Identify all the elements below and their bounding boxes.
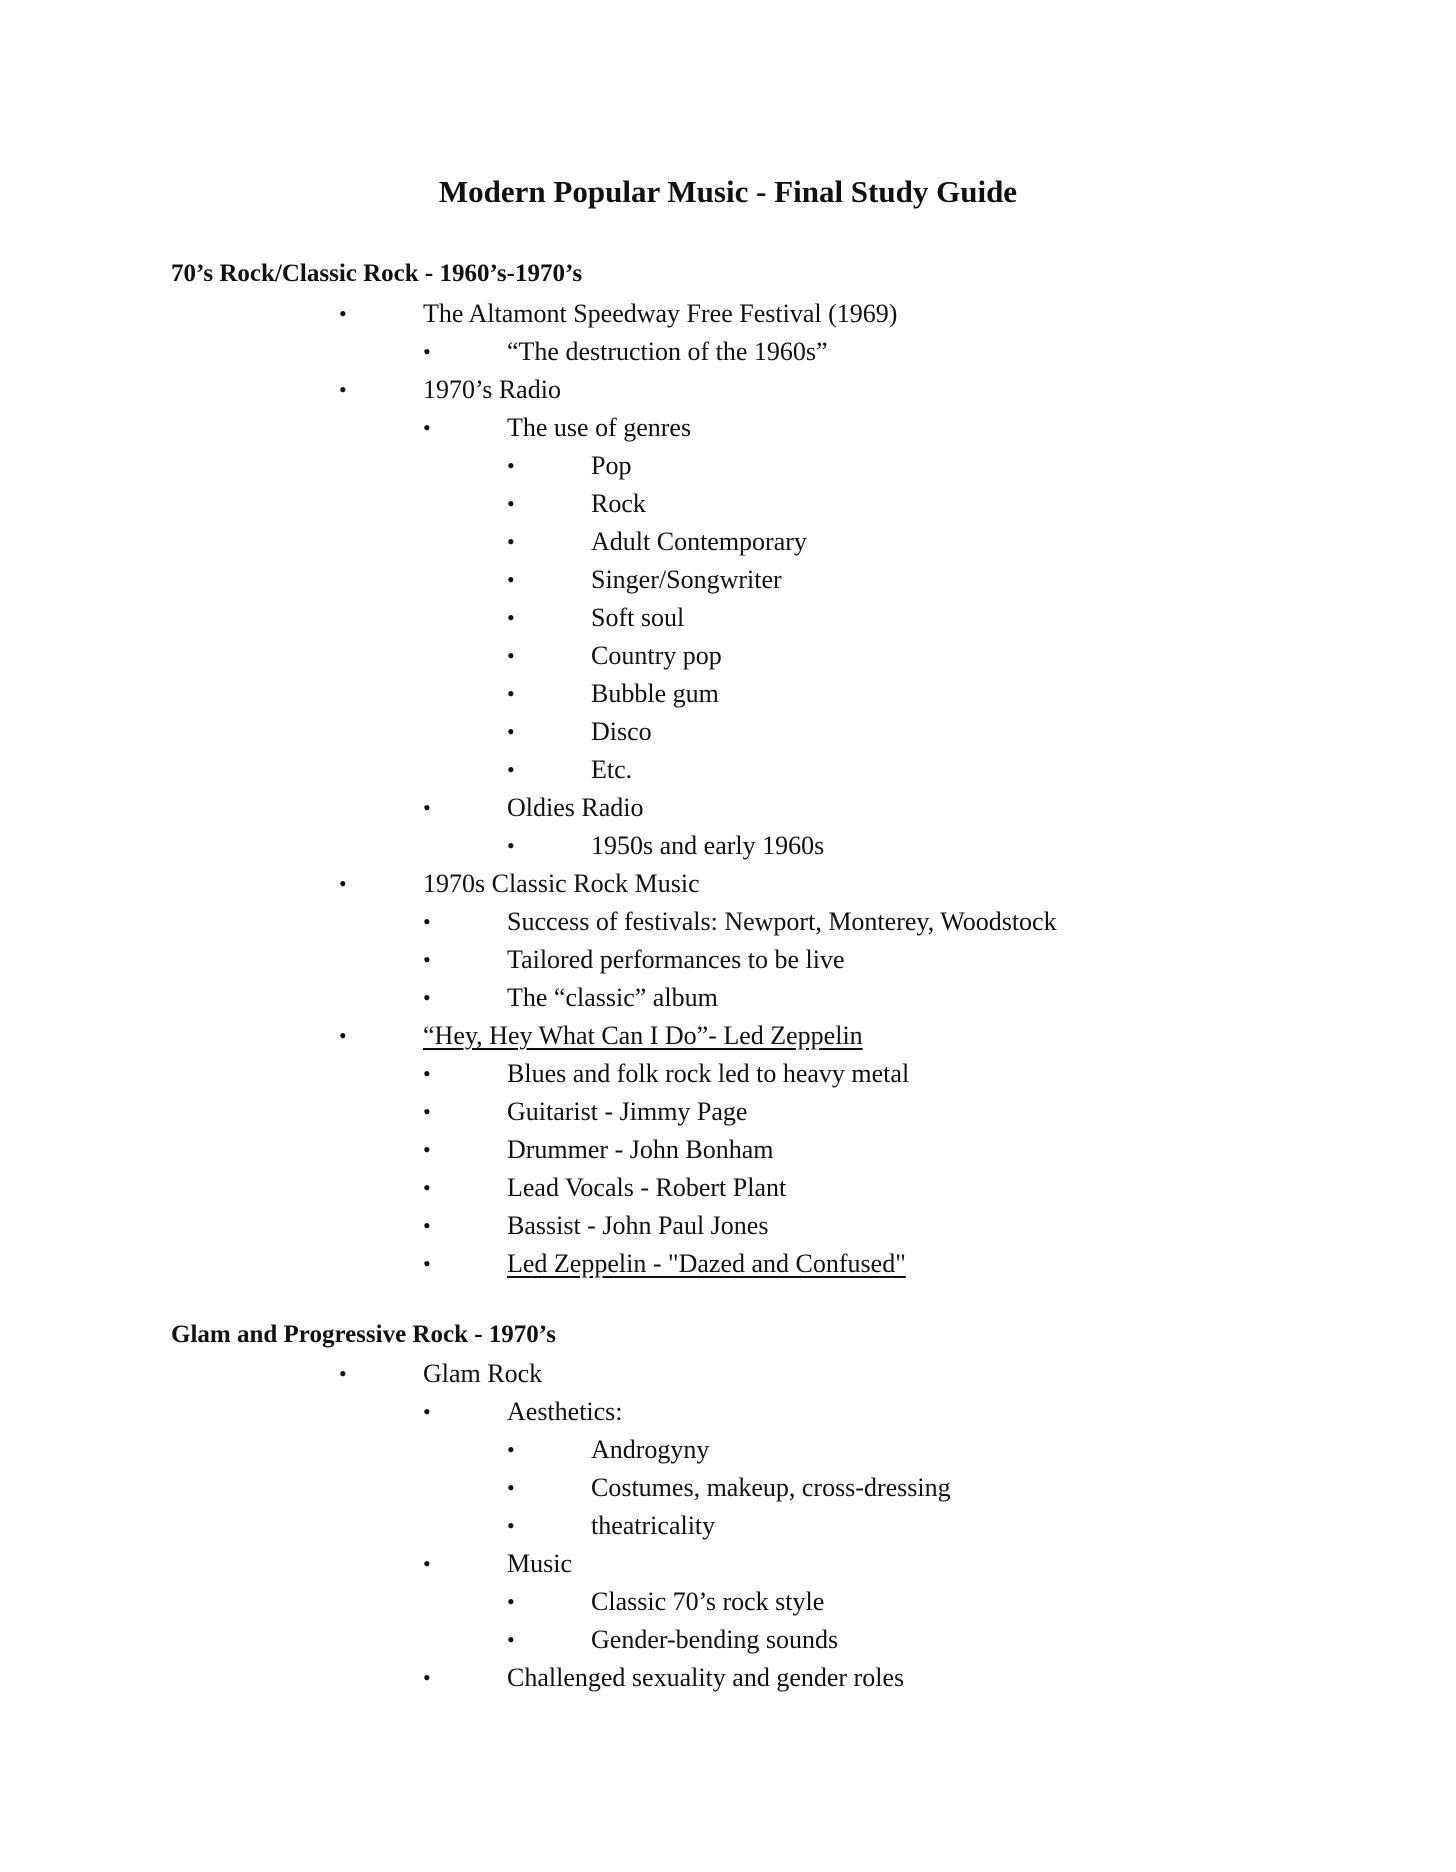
list-item-text: Challenged sexuality and gender roles bbox=[507, 1663, 905, 1692]
bullet-icon: • bbox=[423, 985, 431, 1010]
list-item-text: Success of festivals: Newport, Monterey, Woodstock bbox=[507, 907, 1057, 936]
list-item-text: The use of genres bbox=[507, 413, 692, 442]
document-title: Modern Popular Music - Final Study Guide bbox=[438, 174, 1018, 209]
bullet-icon: • bbox=[339, 1361, 347, 1386]
bullet-icon: • bbox=[507, 529, 515, 554]
list-item-text: Classic 70’s rock style bbox=[591, 1587, 825, 1616]
bullet-icon: • bbox=[339, 301, 347, 326]
list-item-text: Rock bbox=[591, 489, 646, 518]
bullet-icon: • bbox=[423, 1099, 431, 1124]
bullet-icon: • bbox=[507, 681, 515, 706]
bullet-icon: • bbox=[423, 1665, 431, 1690]
bullet-icon: • bbox=[507, 1589, 515, 1614]
list-item-text: Tailored performances to be live bbox=[507, 945, 845, 974]
list-item-text: Adult Contemporary bbox=[591, 527, 807, 556]
dazed-and-confused-link[interactable]: Led Zeppelin - "Dazed and Confused" bbox=[507, 1249, 906, 1278]
bullet-icon: • bbox=[423, 1551, 431, 1576]
bullet-icon: • bbox=[423, 415, 431, 440]
led-zeppelin-song-link[interactable]: “Hey, Hey What Can I Do”- Led Zeppelin bbox=[423, 1021, 863, 1050]
bullet-icon: • bbox=[507, 605, 515, 630]
bullet-icon: • bbox=[507, 491, 515, 516]
bullet-icon: • bbox=[339, 377, 347, 402]
bullet-icon: • bbox=[507, 833, 515, 858]
bullet-icon: • bbox=[423, 947, 431, 972]
list-item-text: Aesthetics: bbox=[507, 1397, 623, 1426]
bullet-icon: • bbox=[507, 1627, 515, 1652]
list-item-text: Soft soul bbox=[591, 603, 685, 632]
list-item-text: 1970’s Radio bbox=[423, 375, 561, 404]
bullet-icon: • bbox=[507, 567, 515, 592]
list-item-text: Singer/Songwriter bbox=[591, 565, 782, 594]
bullet-icon: • bbox=[507, 1513, 515, 1538]
bullet-icon: • bbox=[507, 1437, 515, 1462]
list-item-text: The Altamont Speedway Free Festival (1969) bbox=[423, 299, 898, 328]
list-item-text: Pop bbox=[591, 451, 632, 480]
list-item-text: Lead Vocals - Robert Plant bbox=[507, 1173, 787, 1202]
list-item-text: 1970s Classic Rock Music bbox=[423, 869, 700, 898]
list-item-text: Bassist - John Paul Jones bbox=[507, 1211, 769, 1240]
bullet-icon: • bbox=[339, 871, 347, 896]
bullet-icon: • bbox=[507, 719, 515, 744]
list-item-text: Androgyny bbox=[591, 1435, 710, 1464]
list-item-text: “The destruction of the 1960s” bbox=[507, 337, 828, 366]
list-item-text: Etc. bbox=[591, 755, 633, 784]
list-item-text: Bubble gum bbox=[591, 679, 719, 708]
list-item-text: Gender-bending sounds bbox=[591, 1625, 839, 1654]
list-item-text: Music bbox=[507, 1549, 572, 1578]
bullet-icon: • bbox=[423, 339, 431, 364]
list-item-text: theatricality bbox=[591, 1511, 716, 1540]
bullet-icon: • bbox=[423, 1137, 431, 1162]
bullet-icon: • bbox=[423, 1061, 431, 1086]
bullet-icon: • bbox=[423, 1251, 431, 1276]
list-item-text: Costumes, makeup, cross-dressing bbox=[591, 1473, 951, 1502]
list-item-text: Country pop bbox=[591, 641, 722, 670]
list-item-text: The “classic” album bbox=[507, 983, 718, 1012]
bullet-icon: • bbox=[507, 643, 515, 668]
bullet-icon: • bbox=[423, 1213, 431, 1238]
bullet-icon: • bbox=[423, 1175, 431, 1200]
bullet-icon: • bbox=[507, 1475, 515, 1500]
section-heading-glam-progressive: Glam and Progressive Rock - 1970’s bbox=[171, 1321, 556, 1348]
list-item-text: Guitarist - Jimmy Page bbox=[507, 1097, 748, 1126]
list-item-text: Drummer - John Bonham bbox=[507, 1135, 774, 1164]
bullet-icon: • bbox=[507, 757, 515, 782]
bullet-icon: • bbox=[423, 1399, 431, 1424]
list-item-text: Glam Rock bbox=[423, 1359, 543, 1388]
section-heading-classic-rock: 70’s Rock/Classic Rock - 1960’s-1970’s bbox=[171, 260, 583, 287]
bullet-icon: • bbox=[339, 1023, 347, 1048]
list-item-text: Disco bbox=[591, 717, 652, 746]
bullet-icon: • bbox=[423, 795, 431, 820]
bullet-icon: • bbox=[423, 909, 431, 934]
list-item-text: 1950s and early 1960s bbox=[591, 831, 825, 860]
list-item-text: Blues and folk rock led to heavy metal bbox=[507, 1059, 910, 1088]
list-item-text: Oldies Radio bbox=[507, 793, 644, 822]
bullet-icon: • bbox=[507, 453, 515, 478]
